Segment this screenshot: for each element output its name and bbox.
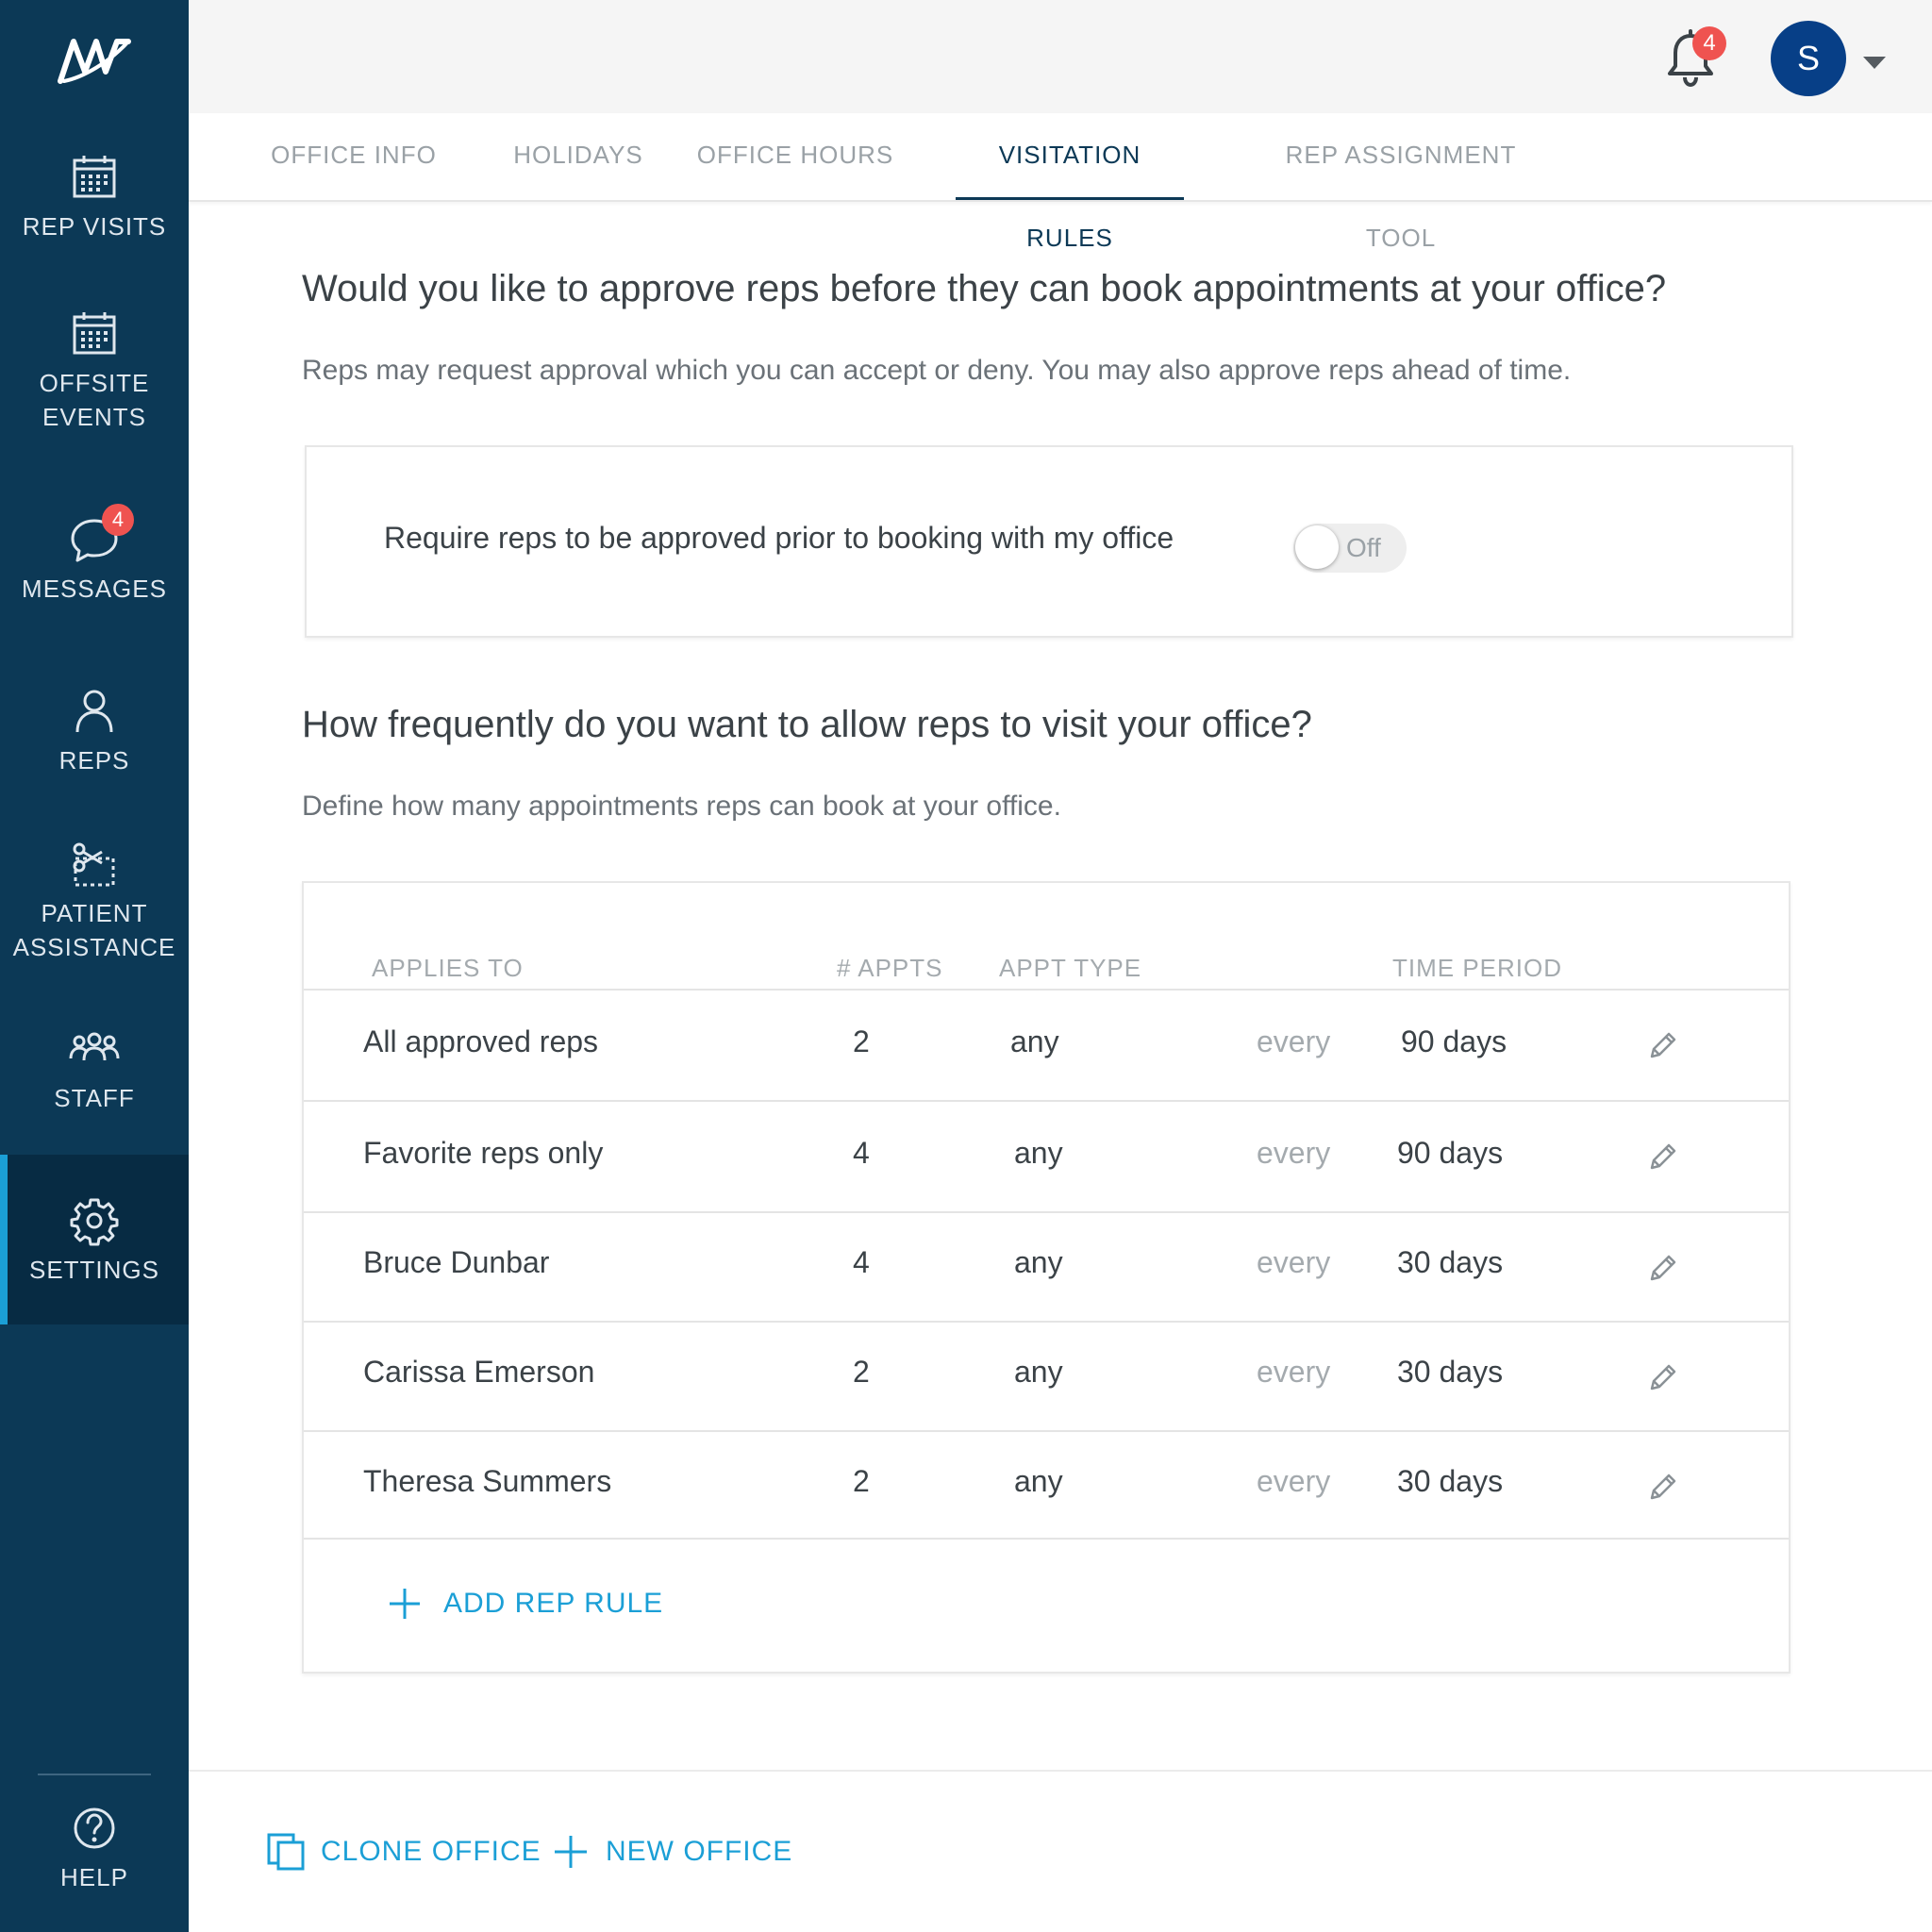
applies-to-cell: Favorite reps only: [363, 1136, 604, 1170]
sidebar-item-help[interactable]: [0, 1802, 189, 1894]
sidebar-item-offsite-events[interactable]: [0, 308, 189, 434]
appt-type-cell: any: [1014, 1136, 1063, 1170]
footer-bar: [189, 1770, 1932, 1932]
copy-icon: [266, 1832, 306, 1872]
appts-cell: 4: [853, 1245, 870, 1279]
table-row: [304, 1100, 1789, 1211]
applies-to-cell: Theresa Summers: [363, 1464, 612, 1498]
pencil-icon[interactable]: [1646, 1472, 1678, 1504]
sidebar-item-label: STAFF: [54, 1084, 135, 1112]
sidebar-item-label: ASSISTANCE: [12, 933, 176, 961]
avatar[interactable]: S: [1771, 21, 1846, 96]
calendar-icon: [68, 151, 121, 204]
every-label: every: [1257, 1355, 1331, 1389]
plus-icon: [387, 1586, 423, 1622]
tab-rep-assignment-tool[interactable]: REP ASSIGNMENT TOOL: [1285, 141, 1517, 252]
sidebar-item-label: OFFSITE: [39, 369, 150, 397]
pencil-icon[interactable]: [1646, 1030, 1678, 1062]
table-row: [304, 1211, 1789, 1321]
scissors-icon: [68, 838, 121, 891]
sidebar-item-label: REPS: [58, 746, 130, 774]
time-period-cell: 90 days: [1401, 1024, 1507, 1058]
calendar-icon: [68, 308, 121, 360]
toggle-state: Off: [1346, 533, 1381, 562]
frequency-subtext: Define how many appointments reps can book at your office.: [302, 791, 1061, 822]
time-period-cell: 30 days: [1397, 1245, 1504, 1279]
applies-to-cell: Bruce Dunbar: [363, 1245, 550, 1279]
sidebar-item-label: SETTINGS: [28, 1256, 159, 1284]
sidebar-item-label: REP VISITS: [22, 212, 167, 241]
sidebar-item-reps[interactable]: [0, 685, 189, 777]
sidebar-item-messages[interactable]: [0, 508, 189, 606]
frequency-heading: How frequently do you want to allow reps to visit your office?: [302, 704, 1312, 745]
time-period-cell: 30 days: [1397, 1464, 1504, 1498]
time-period-cell: 30 days: [1397, 1355, 1504, 1389]
appt-type-cell: any: [1014, 1245, 1063, 1279]
add-rep-rule-label: ADD REP RULE: [443, 1588, 664, 1619]
sidebar-item-label: PATIENT: [41, 899, 148, 927]
new-office-label: NEW OFFICE: [606, 1836, 793, 1867]
appt-type-cell: any: [1010, 1024, 1059, 1058]
approval-card: [305, 445, 1793, 638]
applies-to-cell: Carissa Emerson: [363, 1355, 595, 1389]
appts-cell: 4: [853, 1136, 870, 1170]
approval-heading: Would you like to approve reps before they can book appointments at your office?: [302, 268, 1667, 309]
person-icon: [68, 685, 121, 738]
sidebar-item-settings[interactable]: [0, 1155, 189, 1324]
tab-office-info[interactable]: OFFICE INFO: [271, 141, 437, 169]
table-row: [304, 989, 1789, 1100]
tab-visitation-rules[interactable]: VISITATION RULES: [956, 113, 1184, 200]
sidebar-item-label: MESSAGES: [22, 575, 167, 603]
pencil-icon[interactable]: [1646, 1141, 1678, 1174]
column-header-appt-type: APPT TYPE: [999, 954, 1142, 982]
new-office-button[interactable]: [551, 1832, 792, 1872]
tab-office-hours[interactable]: OFFICE HOURS: [696, 141, 894, 169]
appts-cell: 2: [853, 1355, 870, 1389]
sidebar: [0, 0, 189, 1932]
every-label: every: [1257, 1024, 1331, 1058]
appts-cell: 2: [853, 1464, 870, 1498]
sidebar-item-rep-visits[interactable]: [0, 151, 189, 243]
pencil-icon[interactable]: [1646, 1362, 1678, 1394]
time-period-cell: 90 days: [1397, 1136, 1504, 1170]
every-label: every: [1257, 1136, 1331, 1170]
sidebar-item-label: EVENTS: [42, 403, 147, 431]
top-bar: [189, 0, 1932, 113]
sidebar-item-staff[interactable]: [0, 1023, 189, 1115]
settings-tabs: [189, 113, 1932, 252]
clone-office-button[interactable]: [266, 1832, 541, 1872]
applies-to-cell: All approved reps: [363, 1024, 599, 1058]
appts-cell: 2: [853, 1024, 870, 1058]
approval-subtext: Reps may request approval which you can accept or deny. You may also approve reps ahead of time.: [302, 355, 1572, 386]
sidebar-divider: [38, 1774, 151, 1775]
every-label: every: [1257, 1245, 1331, 1279]
pencil-icon[interactable]: [1646, 1253, 1678, 1285]
column-header-applies-to: APPLIES TO: [372, 954, 524, 982]
sidebar-item-label: HELP: [60, 1863, 128, 1891]
approval-toggle[interactable]: [1293, 524, 1407, 573]
rules-table: [302, 881, 1790, 1674]
appt-type-cell: any: [1014, 1464, 1063, 1498]
help-icon: [68, 1802, 121, 1855]
every-label: every: [1257, 1464, 1331, 1498]
column-header-time-period: TIME PERIOD: [1392, 954, 1563, 982]
toggle-knob: [1295, 525, 1339, 569]
approval-toggle-label: Require reps to be approved prior to booking with my office: [384, 521, 1174, 555]
appt-type-cell: any: [1014, 1355, 1063, 1389]
gear-icon: [68, 1194, 121, 1247]
tab-holidays[interactable]: HOLIDAYS: [513, 141, 643, 169]
sidebar-item-patient-assistance[interactable]: [0, 838, 189, 964]
group-icon: [68, 1023, 121, 1075]
clone-office-label: CLONE OFFICE: [321, 1836, 541, 1867]
chat-bubble-icon: [68, 508, 125, 566]
messages-badge: 4: [102, 504, 134, 536]
add-rep-rule-button[interactable]: [387, 1586, 663, 1622]
column-header-appts: # APPTS: [837, 954, 943, 982]
plus-icon: [551, 1832, 591, 1872]
notification-badge: 4: [1692, 26, 1726, 60]
chevron-down-icon[interactable]: [1863, 57, 1886, 69]
table-row: [304, 1321, 1789, 1430]
table-row: [304, 1430, 1789, 1540]
company-logo[interactable]: [55, 34, 134, 87]
